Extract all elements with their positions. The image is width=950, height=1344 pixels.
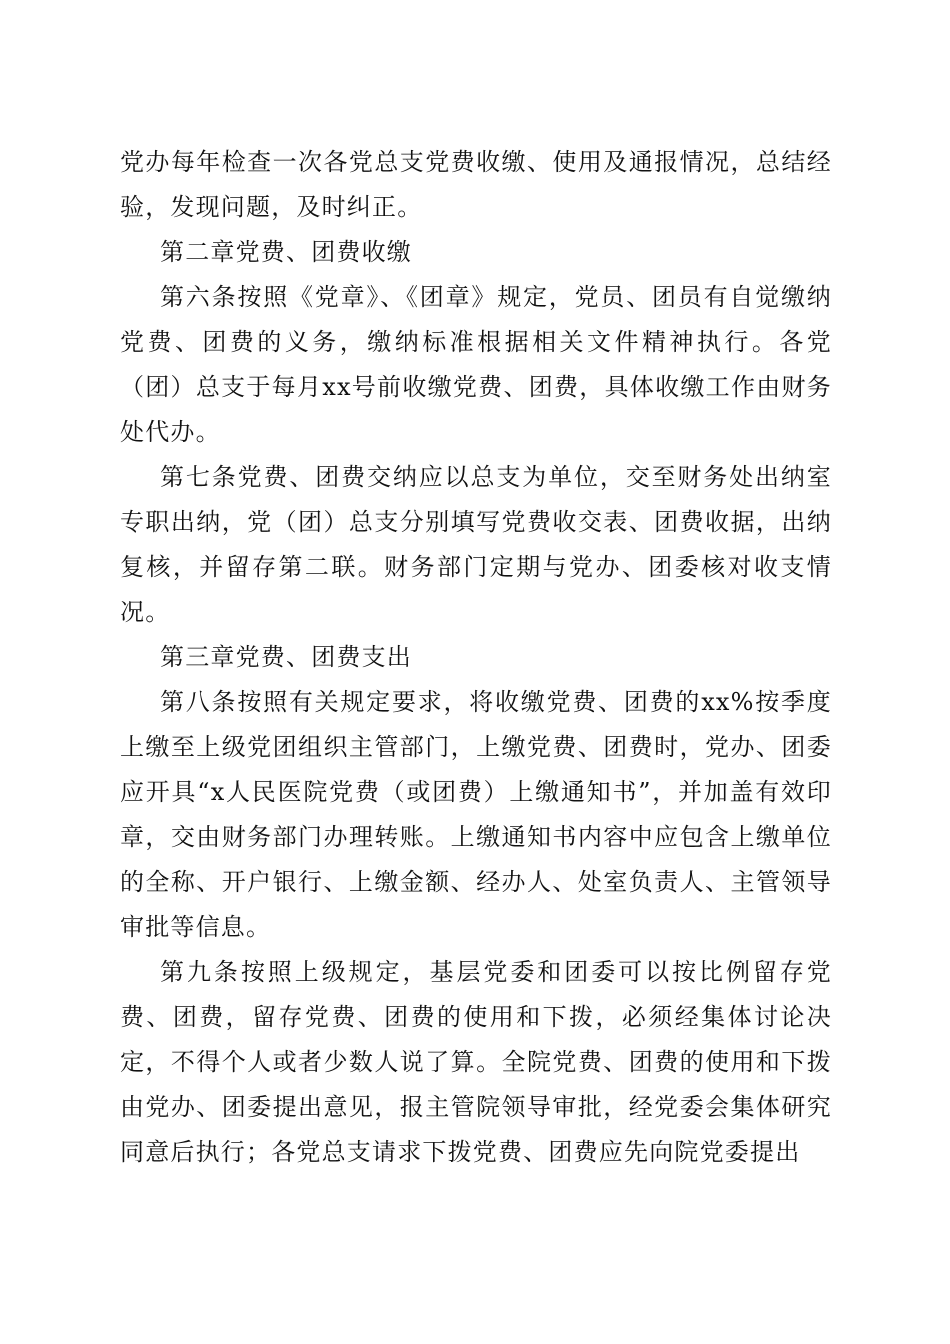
document-body — [120, 140, 832, 1175]
article-9: 第九条按照上级规定，基层党委和团委可以按比例留存党费、团费，留存党费、团费的使用和下拨，必须经集体讨论决定，不得个人或者少数人说了算。全院党费、团费的使用和下拨由党办、团委提出意见，报主管院领导审批，经党委会集体研究同意后执行；各党总支请求下拨党费、团费应先向院党委提出 — [120, 958, 832, 1166]
article-8: 第八条按照有关规定要求，将收缴党费、团费的xx%按季度上缴至上级党团组织主管部门，上缴党费、团费时，党办、团委应开具“x人民医院党费（或团费）上缴通知书”，并加盖有效印章，交由财务部门办理转账。上缴通知书内容中应包含上缴单位的全称、开户银行、上缴金额、经办人、处室负责人、主管领导审批等信息。 — [120, 688, 832, 941]
chapter-2-heading: 第二章党费、团费收缴 — [160, 238, 412, 266]
article-6: 第六条按照《党章》、《团章》规定，党员、团员有自觉缴纳党费、团费的义务，缴纳标准根据相关文件精神执行。各党（团）总支于每月xx号前收缴党费、团费，具体收缴工作由财务处代办。 — [120, 283, 832, 446]
article-7: 第七条党费、团费交纳应以总支为单位，交至财务处出纳室专职出纳，党（团）总支分别填写党费收交表、团费收据，出纳复核，并留存第二联。财务部门定期与党办、团委核对收支情况。 — [120, 463, 832, 626]
chapter-3-heading: 第三章党费、团费支出 — [160, 643, 412, 671]
paragraph-inspection: 党办每年检查一次各党总支党费收缴、使用及通报情况，总结经验，发现问题，及时纠正。 — [120, 148, 832, 221]
